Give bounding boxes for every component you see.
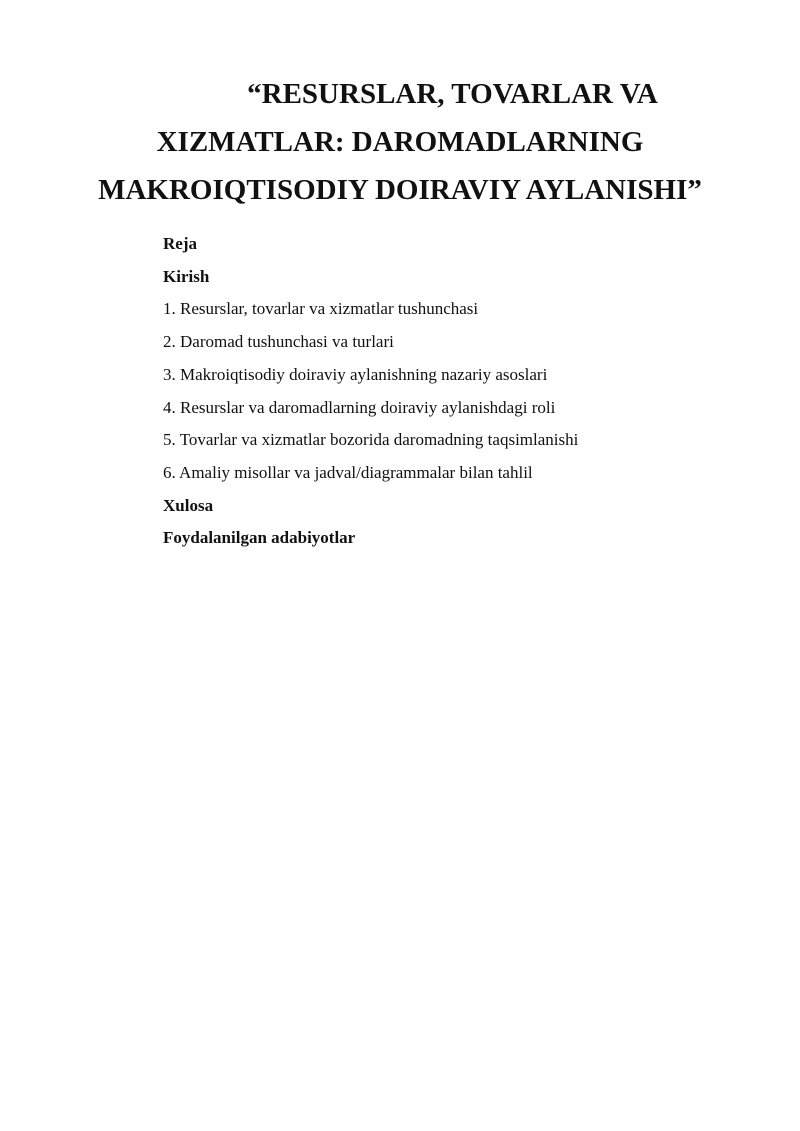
title-line-3: MAKROIQTISODIY DOIRAVIY AYLANISHI” <box>98 174 702 206</box>
title-line-1: “RESURSLAR, TOVARLAR VA <box>247 78 658 110</box>
plan-item: 5. Tovarlar va xizmatlar bozorida daromadning taqsimlanishi <box>163 430 579 450</box>
plan-heading: Reja <box>163 234 197 253</box>
plan-item: 2. Daromad tushunchasi va turlari <box>163 332 394 352</box>
plan-item: 3. Makroiqtisodiy doiraviy aylanishning nazariy asoslari <box>163 364 548 384</box>
plan-item: 4. Resurslar va daromadlarning doiraviy aylanishdagi roli <box>163 397 556 417</box>
plan-references: Foydalanilgan adabiyotlar <box>163 528 356 548</box>
document-title <box>0 70 800 214</box>
plan-outline <box>163 228 763 555</box>
plan-item: 6. Amaliy misollar va jadval/diagrammalar bilan tahlil <box>163 462 533 482</box>
plan-intro: Kirish <box>163 266 210 286</box>
plan-item: 1. Resurslar, tovarlar va xizmatlar tushunchasi <box>163 299 479 319</box>
title-line-2: XIZMATLAR: DAROMADLARNING <box>156 126 644 158</box>
plan-conclusion: Xulosa <box>163 495 214 515</box>
